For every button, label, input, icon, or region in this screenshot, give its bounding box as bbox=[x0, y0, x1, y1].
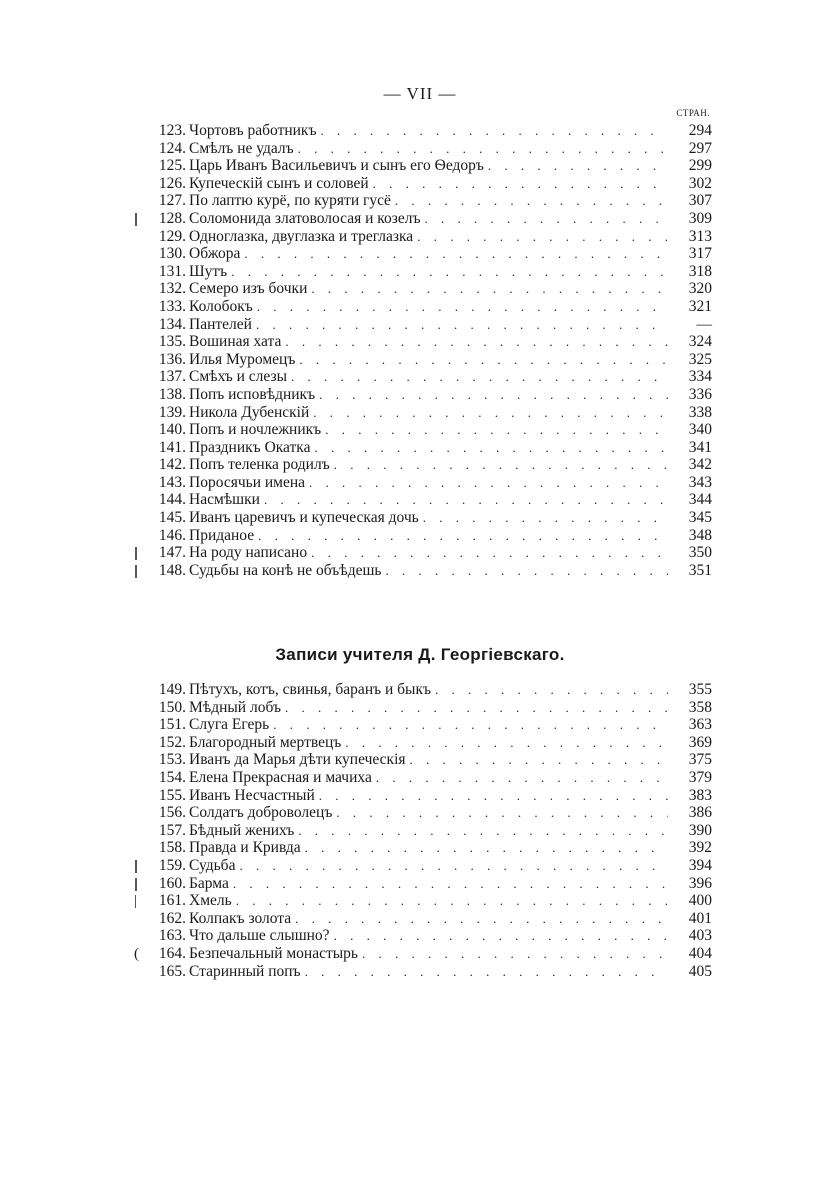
entry-title: Солдатъ доброволецъ bbox=[189, 804, 333, 822]
entry-title: Попъ теленка родилъ bbox=[189, 456, 330, 474]
dot-leader bbox=[314, 439, 668, 457]
entry-page-number: 325 bbox=[688, 350, 712, 368]
entry-title: Барма bbox=[189, 874, 229, 892]
entry-page-number: 321 bbox=[688, 297, 712, 315]
margin-mark: || bbox=[134, 875, 137, 892]
toc-entry bbox=[140, 439, 712, 457]
dot-leader bbox=[236, 892, 668, 910]
entry-page-number: 340 bbox=[688, 421, 712, 439]
entry-number: 129. bbox=[158, 227, 186, 245]
entry-number: 160. bbox=[158, 874, 186, 892]
entry-page-number: 294 bbox=[688, 122, 712, 139]
entry-title: По лаптю курё, по куряти гусё bbox=[189, 192, 391, 210]
entry-title: Семеро изъ бочки bbox=[189, 280, 308, 298]
toc-entry bbox=[140, 751, 712, 769]
entry-title: Насмѣшки bbox=[189, 491, 260, 509]
entry-title: Иванъ да Марья дѣти купеческія bbox=[189, 751, 406, 769]
entry-page-number: 309 bbox=[688, 209, 712, 227]
toc-entry bbox=[140, 404, 712, 422]
toc-entry bbox=[134, 209, 712, 228]
entry-title: Бѣдный женихъ bbox=[189, 821, 295, 839]
toc-entry bbox=[140, 351, 712, 369]
dot-leader bbox=[231, 263, 668, 281]
entry-title: Что дальше слышно? bbox=[189, 927, 330, 945]
entry-title: Обжора bbox=[189, 245, 241, 263]
entry-number: 126. bbox=[158, 174, 186, 192]
entry-number: 151. bbox=[158, 716, 186, 734]
entry-page-number: 350 bbox=[688, 544, 712, 562]
entry-title: Шутъ bbox=[189, 262, 228, 280]
entry-title: Судьба bbox=[189, 856, 236, 874]
entry-title: Пѣтухъ, котъ, свинья, баранъ и быкъ bbox=[189, 681, 432, 698]
entry-page-number: 392 bbox=[688, 839, 712, 857]
entry-page-number: 363 bbox=[688, 716, 712, 734]
entry-title: Иванъ Несчастный bbox=[189, 786, 315, 804]
entry-number: 145. bbox=[158, 509, 186, 527]
entry-page-number: 403 bbox=[688, 927, 712, 945]
dot-leader bbox=[395, 192, 668, 210]
entry-number: 127. bbox=[158, 192, 186, 210]
entry-page-number: 394 bbox=[688, 856, 712, 874]
dot-leader bbox=[334, 456, 668, 474]
margin-mark: | bbox=[134, 893, 136, 910]
toc-entry bbox=[140, 787, 712, 805]
entry-page-number: 369 bbox=[688, 733, 712, 751]
dot-leader bbox=[373, 175, 668, 193]
entry-page-number: 396 bbox=[688, 874, 712, 892]
dot-leader bbox=[285, 333, 668, 351]
dot-leader bbox=[285, 699, 668, 717]
dot-leader bbox=[264, 491, 668, 509]
toc-entry bbox=[140, 527, 712, 545]
dot-leader bbox=[362, 945, 668, 963]
dot-leader bbox=[311, 280, 668, 298]
dot-leader bbox=[417, 228, 668, 246]
entry-page-number: 336 bbox=[688, 385, 712, 403]
entry-page-number: 358 bbox=[688, 698, 712, 716]
entry-title: На роду написано bbox=[189, 544, 308, 562]
toc-entry bbox=[140, 927, 712, 945]
toc-entry bbox=[134, 944, 712, 963]
entry-title: Пантелей bbox=[189, 315, 252, 333]
entry-page-number: 313 bbox=[688, 227, 712, 245]
entry-page-number: 405 bbox=[688, 962, 712, 980]
toc-entry bbox=[140, 157, 712, 175]
entry-page-number: 320 bbox=[688, 280, 712, 298]
toc-entry bbox=[140, 769, 712, 787]
entry-page-number: 401 bbox=[688, 909, 712, 927]
entry-number: 130. bbox=[158, 245, 186, 263]
entry-page-number: 351 bbox=[688, 561, 712, 579]
margin-mark: || bbox=[134, 562, 137, 579]
entry-page-number: 345 bbox=[688, 509, 712, 527]
toc-entry bbox=[140, 316, 712, 334]
entry-title: Одноглазка, двуглазка и треглазка bbox=[189, 227, 414, 245]
dot-leader bbox=[319, 787, 668, 805]
entry-title: Приданое bbox=[189, 526, 255, 544]
entry-page-number: 348 bbox=[688, 526, 712, 544]
entry-title: Царь Иванъ Васильевичъ и сынъ его Ѳедоръ bbox=[189, 157, 484, 175]
dot-leader bbox=[410, 751, 668, 769]
entry-number: 133. bbox=[158, 297, 186, 315]
entry-title: Праздникъ Окатка bbox=[189, 438, 311, 456]
toc-entry bbox=[140, 140, 712, 158]
entry-title: Благородный мертвецъ bbox=[189, 733, 342, 751]
toc-entry bbox=[140, 963, 712, 981]
entry-number: 125. bbox=[158, 157, 186, 175]
entry-page-number: 299 bbox=[688, 157, 712, 175]
entry-title: Елена Прекрасная и мачиха bbox=[189, 768, 372, 786]
toc-entry bbox=[140, 839, 712, 857]
toc-entry bbox=[140, 699, 712, 717]
entry-number: 157. bbox=[158, 821, 186, 839]
entry-title: Колобокъ bbox=[189, 297, 253, 315]
dot-leader bbox=[425, 210, 668, 228]
entry-page-number: 302 bbox=[688, 174, 712, 192]
margin-mark: || bbox=[134, 857, 137, 874]
toc-entry bbox=[140, 386, 712, 404]
entry-number: 149. bbox=[158, 681, 186, 698]
dot-leader bbox=[325, 421, 668, 439]
entry-number: 131. bbox=[158, 262, 186, 280]
dot-leader bbox=[311, 544, 668, 562]
toc-entry bbox=[134, 856, 712, 875]
margin-mark: ( bbox=[134, 945, 137, 962]
entry-page-number: — bbox=[696, 315, 712, 333]
dot-leader bbox=[320, 122, 668, 140]
entry-number: 123. bbox=[158, 122, 186, 139]
dot-leader bbox=[376, 769, 668, 787]
entry-number: 141. bbox=[158, 438, 186, 456]
entry-title: Попъ и ночлежникъ bbox=[189, 421, 322, 439]
entry-page-number: 297 bbox=[688, 139, 712, 157]
dot-leader bbox=[334, 927, 668, 945]
entry-title: Мѣдный лобъ bbox=[189, 698, 281, 716]
entry-title: Вошиная хата bbox=[189, 333, 282, 351]
entry-title: Соломонида златоволосая и козелъ bbox=[189, 209, 421, 227]
toc-entry bbox=[140, 734, 712, 752]
entry-page-number: 390 bbox=[688, 821, 712, 839]
entry-title: Купеческій сынъ и соловей bbox=[189, 174, 369, 192]
dot-leader bbox=[233, 875, 668, 893]
entry-page-number: 400 bbox=[688, 892, 712, 910]
dot-leader bbox=[423, 509, 668, 527]
margin-mark: || bbox=[134, 545, 137, 562]
entry-page-number: 317 bbox=[688, 245, 712, 263]
entry-number: 162. bbox=[158, 909, 186, 927]
toc-entry bbox=[140, 368, 712, 386]
toc-entry bbox=[140, 910, 712, 928]
entry-page-number: 318 bbox=[688, 262, 712, 280]
entry-number: 140. bbox=[158, 421, 186, 439]
entry-title: Правда и Кривда bbox=[189, 839, 301, 857]
toc-entry bbox=[134, 874, 712, 893]
toc-entry bbox=[140, 280, 712, 298]
entry-page-number: 404 bbox=[688, 944, 712, 962]
toc-entry bbox=[140, 456, 712, 474]
entry-number: 152. bbox=[158, 733, 186, 751]
contents-list-1 bbox=[134, 122, 712, 579]
entry-number: 156. bbox=[158, 804, 186, 822]
dot-leader bbox=[291, 368, 668, 386]
toc-entry bbox=[140, 122, 712, 140]
entry-title: Смѣлъ не удалъ bbox=[189, 139, 294, 157]
entry-number: 144. bbox=[158, 491, 186, 509]
entry-number: 136. bbox=[158, 350, 186, 368]
dot-leader bbox=[273, 716, 668, 734]
entry-title: Хмель bbox=[189, 892, 232, 910]
toc-entry bbox=[140, 421, 712, 439]
toc-entry bbox=[140, 228, 712, 246]
dot-leader bbox=[435, 681, 668, 699]
toc-entry bbox=[140, 474, 712, 492]
dot-leader bbox=[336, 804, 668, 822]
dot-leader bbox=[256, 316, 668, 334]
dot-leader bbox=[239, 857, 668, 875]
toc-entry bbox=[140, 192, 712, 210]
toc-entry bbox=[134, 892, 712, 910]
entry-title: Илья Муромецъ bbox=[189, 350, 296, 368]
toc-entry bbox=[140, 263, 712, 281]
toc-entry bbox=[140, 298, 712, 316]
entry-title: Колпакъ золота bbox=[189, 909, 292, 927]
entry-number: 143. bbox=[158, 473, 186, 491]
entry-number: 158. bbox=[158, 839, 186, 857]
entry-number: 137. bbox=[158, 368, 186, 386]
toc-entry bbox=[140, 716, 712, 734]
entry-number: 155. bbox=[158, 786, 186, 804]
dot-leader bbox=[295, 910, 668, 928]
entry-title: Никола Дубенскій bbox=[189, 403, 310, 421]
entry-number: 147. bbox=[158, 544, 186, 562]
dot-leader bbox=[257, 298, 668, 316]
entry-title: Судьбы на конѣ не объѣдешь bbox=[189, 561, 382, 579]
entry-page-number: 386 bbox=[688, 804, 712, 822]
entry-number: 163. bbox=[158, 927, 186, 945]
dot-leader bbox=[309, 474, 668, 492]
entry-page-number: 379 bbox=[688, 768, 712, 786]
entry-number: 148. bbox=[158, 561, 186, 579]
entry-number: 150. bbox=[158, 698, 186, 716]
dot-leader bbox=[319, 386, 668, 404]
entry-title: Поросячьи имена bbox=[189, 473, 306, 491]
toc-entry bbox=[140, 245, 712, 263]
entry-number: 164. bbox=[158, 944, 186, 962]
entry-number: 124. bbox=[158, 139, 186, 157]
entry-title: Иванъ царевичъ и купеческая дочь bbox=[189, 509, 419, 527]
entry-page-number: 324 bbox=[688, 333, 712, 351]
dot-leader bbox=[258, 527, 668, 545]
dot-leader bbox=[299, 351, 668, 369]
dot-leader bbox=[345, 734, 668, 752]
entry-number: 139. bbox=[158, 403, 186, 421]
entry-title: Чортовъ работникъ bbox=[189, 122, 317, 139]
section-heading: Записи учителя Д. Георгіевскаго. bbox=[275, 645, 565, 664]
entry-number: 135. bbox=[158, 333, 186, 351]
toc-entry bbox=[140, 804, 712, 822]
contents-list-2 bbox=[134, 681, 712, 980]
dot-leader bbox=[313, 404, 668, 422]
margin-mark: || bbox=[134, 210, 137, 227]
entry-title: Старинный попъ bbox=[189, 962, 301, 980]
toc-entry bbox=[140, 822, 712, 840]
dot-leader bbox=[298, 822, 668, 840]
dot-leader bbox=[244, 245, 668, 263]
entry-page-number: 343 bbox=[688, 473, 712, 491]
toc-entry bbox=[140, 175, 712, 193]
entry-page-number: 334 bbox=[688, 368, 712, 386]
toc-entry bbox=[134, 544, 712, 562]
entry-page-number: 355 bbox=[688, 681, 712, 698]
entry-number: 154. bbox=[158, 768, 186, 786]
entry-page-number: 383 bbox=[688, 786, 712, 804]
entry-number: 159. bbox=[158, 856, 186, 874]
entry-number: 138. bbox=[158, 385, 186, 403]
entry-title: Слуга Егерь bbox=[189, 716, 270, 734]
toc-entry bbox=[140, 681, 712, 699]
entry-number: 134. bbox=[158, 315, 186, 333]
entry-number: 146. bbox=[158, 526, 186, 544]
toc-entry bbox=[140, 491, 712, 509]
dot-leader bbox=[386, 562, 669, 580]
dot-leader bbox=[305, 963, 668, 981]
entry-page-number: 342 bbox=[688, 456, 712, 474]
entry-title: Смѣхъ и слезы bbox=[189, 368, 288, 386]
toc-entry bbox=[134, 561, 712, 580]
entry-title: Безпечальный монастырь bbox=[189, 944, 358, 962]
entry-page-number: 375 bbox=[688, 751, 712, 769]
entry-page-number: 307 bbox=[688, 192, 712, 210]
page-numeral: — VII — bbox=[383, 84, 457, 103]
entry-number: 142. bbox=[158, 456, 186, 474]
entry-number: 132. bbox=[158, 280, 186, 298]
entry-title: Попъ исповѣдникъ bbox=[189, 385, 316, 403]
entry-number: 128. bbox=[158, 209, 186, 227]
entry-number: 165. bbox=[158, 962, 186, 980]
dot-leader bbox=[305, 839, 668, 857]
entry-page-number: 338 bbox=[688, 403, 712, 421]
toc-entry bbox=[140, 333, 712, 351]
entry-page-number: 341 bbox=[688, 438, 712, 456]
entry-number: 161. bbox=[158, 892, 186, 910]
entry-page-number: 344 bbox=[688, 491, 712, 509]
dot-leader bbox=[488, 157, 668, 175]
entry-number: 153. bbox=[158, 751, 186, 769]
page-column-label: СТРАН. bbox=[676, 108, 710, 118]
toc-entry bbox=[140, 509, 712, 527]
dot-leader bbox=[298, 140, 668, 158]
